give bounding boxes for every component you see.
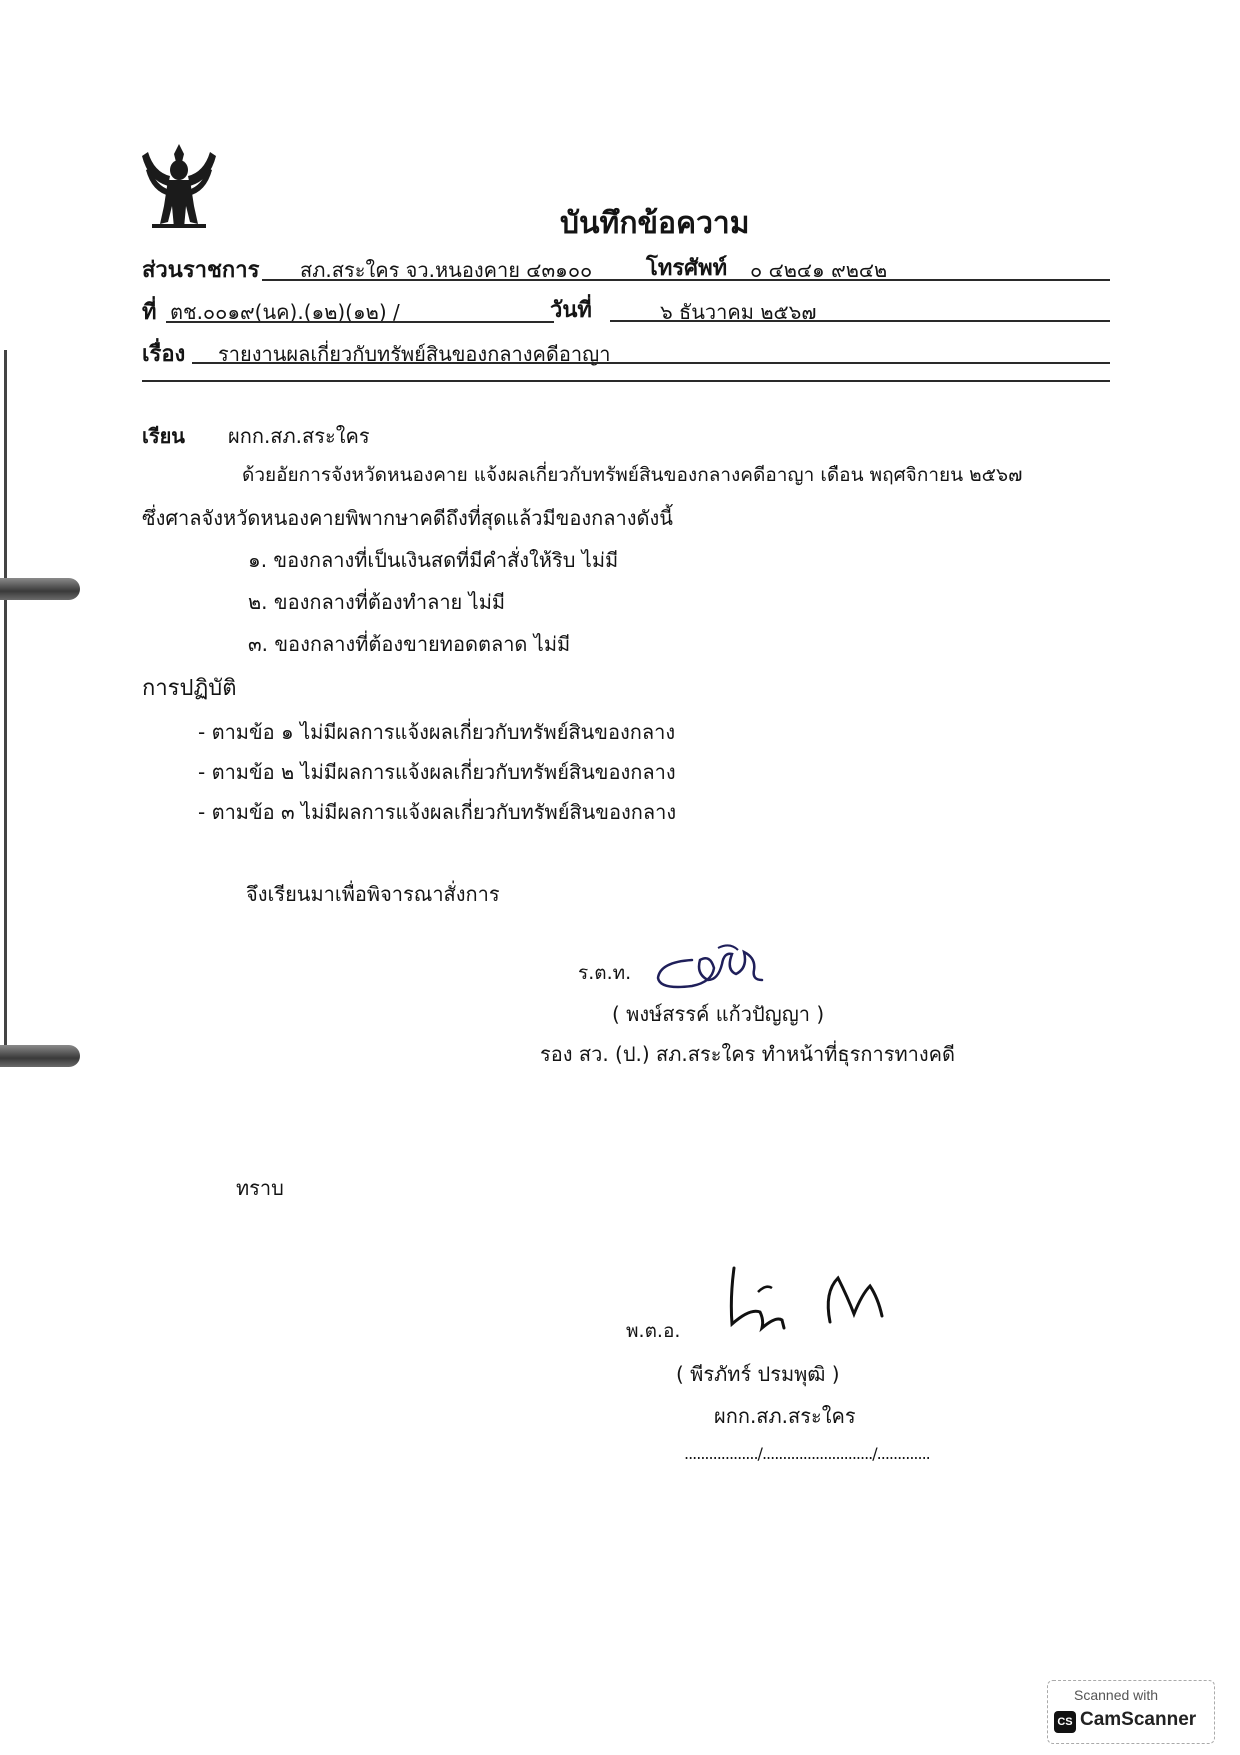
closing-text: จึงเรียนมาเพื่อพิจารณาสั่งการ xyxy=(246,882,500,906)
date-value: ๖ ธันวาคม ๒๕๖๗ xyxy=(660,300,817,324)
agency-label: ส่วนราชการ xyxy=(142,258,260,283)
ref-value: ตช.๐๐๑๙(นค).(๑๒)(๑๒) / xyxy=(170,300,400,324)
scanned-with-text: Scanned with xyxy=(1074,1687,1159,1703)
agency-underline xyxy=(262,279,1110,281)
signer2-name: ( พีรภัทร์ ปรมพุฒิ ) xyxy=(676,1362,840,1386)
binder-ring-bottom xyxy=(0,1045,80,1067)
date-label: วันที่ xyxy=(550,298,592,323)
header-divider xyxy=(142,380,1110,382)
agency-value: สภ.สระใคร จว.หนองคาย ๔๓๑๐๐ xyxy=(300,258,593,282)
signer2-rank: พ.ต.อ. xyxy=(626,1320,681,1342)
camscanner-logo: CS xyxy=(1054,1711,1076,1733)
binder-ring-top xyxy=(0,578,80,600)
signer1-position: รอง สว. (ป.) สภ.สระใคร ทำหน้าที่ธุรการทางคดี xyxy=(540,1042,955,1066)
camscanner-badge xyxy=(1047,1680,1215,1744)
action-item: - ตามข้อ ๓ ไม่มีผลการแจ้งผลเกี่ยวกับทรัพย์สินของกลาง xyxy=(198,800,677,824)
ref-underline xyxy=(166,321,554,323)
subject-value: รายงานผลเกี่ยวกับทรัพย์สินของกลางคดีอาญา xyxy=(218,342,611,366)
camscanner-brand: CamScanner xyxy=(1080,1709,1197,1730)
signer1-name: ( พงษ์สรรค์ แก้วปัญญา ) xyxy=(612,1002,825,1026)
list-item: ๑. ของกลางที่เป็นเงินสดที่มีคำสั่งให้ริบ ไม่มี xyxy=(248,548,619,572)
ref-label: ที่ xyxy=(142,300,157,325)
action-item: - ตามข้อ ๒ ไม่มีผลการแจ้งผลเกี่ยวกับทรัพย์สินของกลาง xyxy=(198,760,676,784)
binder-edge xyxy=(4,350,7,1050)
action-heading: การปฏิบัติ xyxy=(142,676,237,701)
acknowledge-text: ทราบ xyxy=(236,1176,284,1200)
signature2-handwriting xyxy=(720,1258,900,1338)
signer1-rank: ร.ต.ท. xyxy=(578,962,632,984)
salutation-value: ผกก.สภ.สระใคร xyxy=(228,424,370,448)
signature1-handwriting xyxy=(652,940,782,1000)
list-item: ๓. ของกลางที่ต้องขายทอดตลาด ไม่มี xyxy=(248,632,571,656)
signature-date-blank: ................../.........................../............. xyxy=(684,1444,930,1463)
garuda-emblem-icon xyxy=(138,140,220,232)
salutation-label: เรียน xyxy=(142,424,185,448)
phone-value: ๐ ๔๒๔๑ ๙๒๔๒ xyxy=(750,258,888,282)
date-underline xyxy=(610,320,1110,322)
paragraph-line-2: ซึ่งศาลจังหวัดหนองคายพิพากษาคดีถึงที่สุดแล้วมีของกลางดังนี้ xyxy=(142,506,673,530)
subject-underline xyxy=(192,362,1110,364)
memo-title: บันทึกข้อความ xyxy=(560,206,750,241)
signer2-position: ผกก.สภ.สระใคร xyxy=(714,1404,856,1428)
list-item: ๒. ของกลางที่ต้องทำลาย ไม่มี xyxy=(248,590,506,614)
subject-label: เรื่อง xyxy=(142,342,186,367)
paragraph-line-1: ด้วยอัยการจังหวัดหนองคาย แจ้งผลเกี่ยวกับทรัพย์สินของกลางคดีอาญา เดือน พฤศจิกายน ๒๕๖๗ xyxy=(242,464,1023,486)
phone-label: โทรศัพท์ xyxy=(646,256,728,281)
action-item: - ตามข้อ ๑ ไม่มีผลการแจ้งผลเกี่ยวกับทรัพย์สินของกลาง xyxy=(198,720,676,744)
